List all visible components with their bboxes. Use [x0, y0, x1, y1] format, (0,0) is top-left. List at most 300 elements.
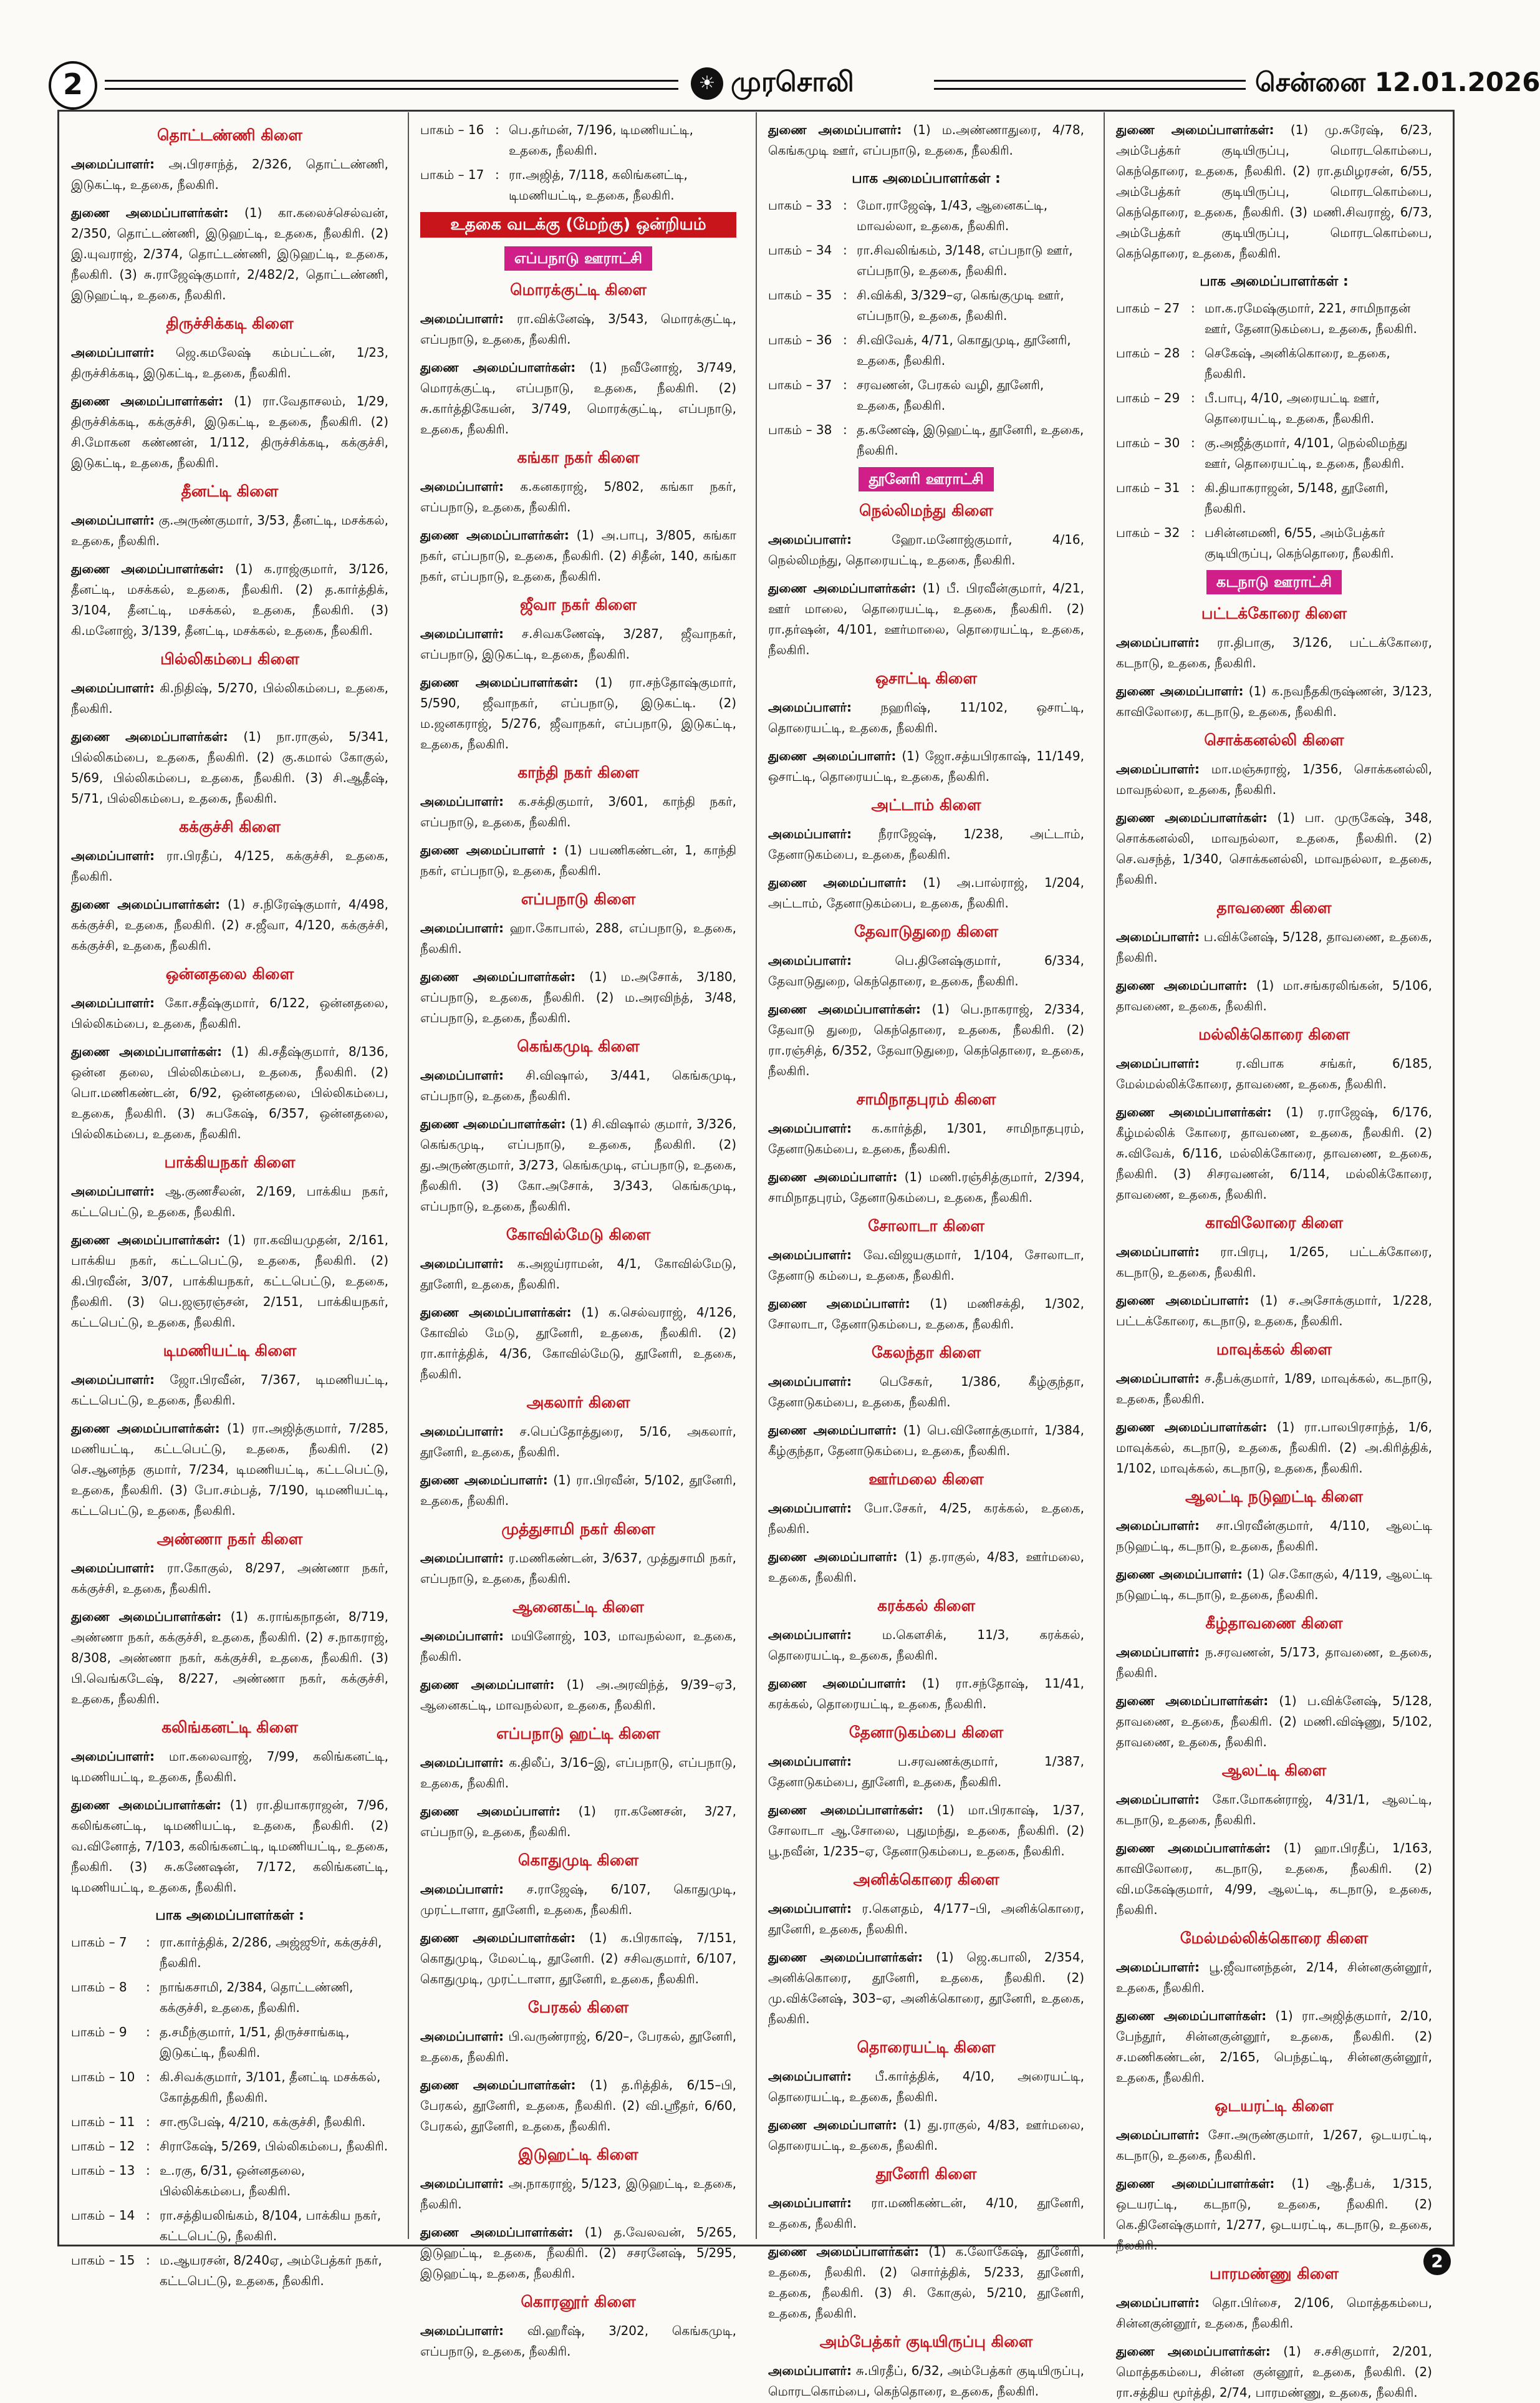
- booth-number: பாகம் – 27: [1116, 301, 1180, 316]
- booth-entry: [1116, 388, 1432, 429]
- member-entry: [1116, 1053, 1432, 1095]
- member-details: (1) பெ.வினோத்குமார், 1/384, கீழ்குந்தா, தேனாடுகம்பை, உதகை, நீலகிரி.: [768, 1423, 1084, 1458]
- booth-separator: :: [1191, 301, 1195, 316]
- member-entry: [420, 1879, 736, 1920]
- role-label: அமைப்பாளர்:: [1116, 1056, 1200, 1071]
- member-details: சு.பிரதீப், 6/32, அம்பேத்கர் குடியிருப்பு, மொரடகொம்பை, கெந்தொரை, உதகை, நீலகிரி.: [768, 2363, 1084, 2399]
- member-entry: [71, 678, 388, 719]
- booth-number: பாகம் – 14: [71, 2208, 135, 2223]
- member-details: (1) மா.சங்கரலிங்கன், 5/106, தாவணை, உதகை, நீலகிரி.: [1116, 978, 1433, 1013]
- member-entry: [420, 2222, 736, 2284]
- branch-heading: பாக்கியநகர் கிளை: [164, 1153, 296, 1171]
- booth-details: ம.ஆயரசன், 8/240ஏ, அம்பேத்கர் நகர், கட்டபெட்டு, உதகை, நீலகிரி.: [160, 2253, 382, 2288]
- booth-number: பாகம் – 11: [71, 2114, 135, 2129]
- member-details: சோ.அருண்குமார், 1/267, ஒடயரட்டி, கடநாடு, உதகை, நீலகிரி.: [1116, 2127, 1432, 2163]
- member-entry: [420, 840, 736, 881]
- booth-number: பாகம் – 17: [420, 167, 484, 182]
- member-details: ச.தீபக்குமார், 1/89, மாவுக்கல், கடநாடு, உதகை, நீலகிரி.: [1116, 1371, 1432, 1406]
- city-date: சென்னை 12.01.2026: [1255, 67, 1540, 97]
- role-label: துணை அமைப்பாளர்கள்:: [1116, 2176, 1275, 2191]
- role-label: துணை அமைப்பாளர்கள்:: [71, 394, 224, 409]
- role-label: துணை அமைப்பாளர்கள்:: [71, 1044, 222, 1059]
- role-label: அமைப்பாளர்:: [1116, 2295, 1200, 2310]
- role-label: துணை அமைப்பாளர்கள்:: [420, 2077, 576, 2092]
- branch-heading: எப்பநாடு கிளை: [521, 890, 636, 908]
- member-details: (1) ஆ.தீபக், 1/315, ஒடயரட்டி, கடநாடு, உதகை, நீலகிரி. (2) கெ.தினேஷ்குமார், 1/277, ஒடயரட்டி, கடநாடு, உதகை, நீலகிரி.: [1116, 2176, 1432, 2253]
- member-entry: [768, 1751, 1084, 1792]
- role-label: துணை அமைப்பாளர்கள்:: [71, 1421, 220, 1436]
- panchayat-label: கடநாடு ஊராட்சி: [1206, 570, 1342, 594]
- member-entry: [768, 697, 1084, 738]
- member-details: (1) து.ராகுல், 4/83, ஊர்மலை, தொரையட்டி, உதகை, நீலகிரி.: [768, 2117, 1084, 2153]
- role-label: அமைப்பாளர்:: [420, 1755, 504, 1770]
- member-details: போ.சேகர், 4/25, கரக்கல், உதகை, நீலகிரி.: [768, 1501, 1084, 1536]
- role-label: துணை அமைப்பாளர்கள்:: [420, 2225, 574, 2240]
- role-label: துணை அமைப்பாளர்கள்:: [1116, 122, 1274, 137]
- booth-number: பாகம் – 28: [1116, 346, 1180, 360]
- booth-details: ரா.சிவலிங்கம், 3/148, எப்பநாடு ஊர், எப்பநாடு, உதகை, நீலகிரி.: [857, 243, 1073, 278]
- member-entry: [1116, 681, 1432, 722]
- role-label: துணை அமைப்பாளர்கள்:: [71, 561, 224, 576]
- booth-details: மா.க.ரமேஷ்குமார், 221, சாமிநாதன் ஊர், தேனாடுகம்பை, உதகை, நீலகிரி.: [1205, 301, 1417, 336]
- booth-number: பாகம் – 29: [1116, 390, 1180, 405]
- branch-heading: ஒன்னதலை கிளை: [165, 965, 294, 983]
- member-details: (1) ரா.சந்தோஷ், 11/41, கரக்கல், தொரையட்டி, உதகை, நீலகிரி.: [768, 1676, 1084, 1711]
- member-details: ஹோ.மனோஜ்குமார், 4/16, நெல்லிமந்து, தொரையட்டி, உதகை, நீலகிரி.: [768, 532, 1084, 568]
- booth-separator: :: [1191, 525, 1195, 540]
- member-entry: [768, 873, 1084, 914]
- member-entry: [768, 1800, 1084, 1862]
- role-label: அமைப்பாளர்:: [420, 1550, 504, 1565]
- member-entry: [420, 918, 736, 959]
- member-details: (1) கி.சதீஷ்குமார், 8/136, ஒன்ன தலை, பில்லிகம்பை, உதகை, நீலகிரி. (2) பொ.மணிகண்டன், 6/92, ஒன்னதலை, பில்லிகம்பை, உதகை, நீலகிரி. (3) சுபகேஷ், 6/357, ஒன்னதலை, பில்லிகம்பை, உதகை, நீலகிரி.: [71, 1044, 388, 1141]
- member-details: (1) ரா.வேதாசலம், 1/29, திருச்சிக்கடி, கக்குச்சி, இடுகட்டி, உதகை, நீலகிரி. (2) சி.மோகன கண்ணன், 1/112, திருச்சிக்கடி, கக்குச்சி, இடுகட்டி, உதகை, நீலகிரி.: [71, 394, 388, 470]
- member-entry: [420, 1470, 736, 1511]
- booth-entry: [71, 2112, 388, 2132]
- booth-entry: [71, 2160, 388, 2202]
- member-entry: [1116, 1102, 1432, 1205]
- booth-details: கி.தியாகராஜன், 5/148, தூனேரி, நீலகிரி.: [1205, 480, 1388, 516]
- member-details: (1) ரா.தியாகராஜன், 7/96, கலிங்கனட்டி, டிமணியட்டி, உதகை, நீலகிரி. (2) வ.வினோத், 7/103, கலிங்கனட்டி, டிமணியட்டி, உதகை, நீலகிரி. (3) சு.கணேஷன், 7/172, கலிங்கனட்டி, டிமணியட்டி, உதகை, நீலகிரி.: [71, 1797, 388, 1895]
- member-details: (1) க.ராங்கநாதன், 8/719, அண்ணா நகர், கக்குச்சி, உதகை, நீலகிரி. (2) ச.நாகராஜ், 8/308, அண்ணா நகர், கக்குச்சி, உதகை, நீலகிரி. (3) பி.வெங்கடேஷ், 8/227, அண்ணா நகர், கக்குச்சி, உதகை, நீலகிரி.: [71, 1609, 388, 1706]
- column-2: [408, 112, 748, 2359]
- branch-heading: கொதுமுடி கிளை: [517, 1851, 639, 1869]
- member-details: (1) செ.கோகுல், 4/119, ஆலட்டி நடுஹட்டி, கடநாடு, உதகை, நீலகிரி.: [1116, 1567, 1432, 1602]
- booth-entry: [768, 195, 1084, 236]
- member-details: க.அஜய்ராமன், 4/1, கோவில்மேடு, தூனேரி, உதகை, நீலகிரி.: [420, 1256, 736, 1292]
- member-details: கு.அருண்குமார், 3/53, தீனட்டி, மசக்கல், உதகை, நீலகிரி.: [71, 513, 388, 548]
- member-entry: [768, 2193, 1084, 2234]
- member-details: (1) ரா.கணேசன், 3/27, எப்பநாடு, உதகை, நீலகிரி.: [420, 1804, 737, 1839]
- role-label: அமைப்பாளர்:: [420, 921, 504, 936]
- member-entry: [1116, 1290, 1432, 1332]
- member-entry: [71, 894, 388, 956]
- role-label: அமைப்பாளர்:: [768, 1627, 852, 1642]
- member-entry: [768, 1371, 1084, 1413]
- member-details: (1) கா.கலைச்செல்வன், 2/350, தொட்டண்ணி, இடுஹட்டி, உதகை, நீலகிரி. (2) இ.யுவராஜ், 2/374, தொட்டண்ணி, இடுஹட்டி, உதகை, நீலகிரி. (3) சு.ராஜேஷ்குமார், 2/482/2, தொட்டண்ணி, இடுஹட்டி, உதகை, நீலகிரி.: [71, 205, 388, 302]
- member-details: (1) பெ.நாகராஜ், 2/334, தேவாடு துறை, கெந்தொரை, உதகை, நீலகிரி. (2) ரா.ரஞ்சித், 6/352, தேவாடுதுறை, கெந்தொரை, உதகை, நீலகிரி.: [768, 1002, 1084, 1078]
- paper-name: [691, 57, 928, 107]
- member-entry: [420, 1626, 736, 1667]
- booth-separator: :: [146, 2208, 150, 2223]
- role-label: துணை அமைப்பாளர்கள்:: [768, 581, 917, 596]
- booth-number: பாகம் – 15: [71, 2253, 135, 2268]
- booth-entry: [420, 120, 736, 161]
- member-entry: [1116, 2125, 1432, 2166]
- role-label: துணை அமைப்பாளர்:: [1116, 1567, 1243, 1582]
- role-label: அமைப்பாளர்:: [1116, 2127, 1200, 2142]
- member-details: ச.சிவகணேஷ், 3/287, ஜீவாநகர், எப்பநாடு, இடுகட்டி, உதகை, நீலகிரி.: [420, 626, 736, 662]
- role-label: அமைப்பாளர்:: [1116, 929, 1200, 944]
- role-label: துணை அமைப்பாளர்:: [768, 122, 902, 137]
- panchayat-label: எப்பநாடு ஊராட்சி: [504, 246, 652, 271]
- role-label: துணை அமைப்பாளர்கள்:: [1116, 1105, 1272, 1119]
- branch-heading: அம்பேத்கர் குடியிருப்பு கிளை: [819, 2333, 1033, 2351]
- member-entry: [71, 559, 388, 641]
- booth-number: பாகம் – 32: [1116, 525, 1180, 540]
- branch-heading: பில்லிகம்பை கிளை: [160, 650, 299, 668]
- booth-separator: :: [843, 377, 847, 392]
- member-entry: [768, 578, 1084, 660]
- branch-heading: கோவில்மேடு கிளை: [506, 1226, 651, 1244]
- booth-number: பாகம் – 30: [1116, 435, 1180, 450]
- role-label: துணை அமைப்பாளர்:: [768, 1549, 898, 1564]
- role-label: துணை அமைப்பாளர்கள்:: [1116, 1693, 1269, 1708]
- member-entry: [71, 727, 388, 809]
- member-entry: [1116, 632, 1432, 674]
- role-label: துணை அமைப்பாளர்:: [420, 1804, 561, 1819]
- branch-heading: தீனட்டி கிளை: [181, 482, 279, 500]
- role-label: துணை அமைப்பாளர்கள்:: [1116, 2344, 1271, 2359]
- booth-separator: :: [495, 167, 499, 182]
- branch-heading: தேனாடுகம்பை கிளை: [849, 1723, 1004, 1741]
- branch-heading: தொரையட்டி கிளை: [857, 2038, 996, 2056]
- role-label: துணை அமைப்பாளர் :: [420, 843, 557, 858]
- member-entry: [768, 950, 1084, 992]
- role-label: அமைப்பாளர்:: [768, 1754, 852, 1769]
- member-details: (1) ரா.அஜித்குமார், 2/10, பேந்தூர், சின்னகுன்னூர், உதகை, நீலகிரி. (2) ச.மணிகண்டன், 2/165, பெந்தட்டி, சின்னகுன்னூர், உதகை, நீலகிரி.: [1116, 2008, 1432, 2085]
- role-label: துணை அமைப்பாளர்:: [420, 1677, 555, 1692]
- booth-separator: :: [146, 2163, 150, 2178]
- section-subheading: பாக அமைப்பாளர்கள் :: [1200, 274, 1349, 289]
- role-label: துணை அமைப்பாளர்கள்:: [420, 360, 576, 375]
- booth-entry: [768, 330, 1084, 371]
- member-entry: [1116, 2173, 1432, 2256]
- branch-heading: ஆனைகட்டி கிளை: [513, 1598, 644, 1616]
- branch-heading: முத்துசாமி நகர் கிளை: [501, 1520, 655, 1538]
- member-entry: [420, 1065, 736, 1106]
- booth-separator: :: [1191, 390, 1195, 405]
- booth-number: பாகம் – 35: [768, 288, 832, 302]
- branch-heading: தூனேரி கிளை: [875, 2165, 977, 2183]
- masthead-rule-right: [934, 80, 1246, 90]
- booth-separator: :: [495, 122, 499, 137]
- member-entry: [1116, 1368, 1432, 1409]
- booth-details: மோ.ராஜேஷ், 1/43, ஆனைகட்டி, மாவல்லா, உதகை, நீலகிரி.: [857, 198, 1048, 233]
- member-entry: [71, 1370, 388, 1411]
- role-label: துணை அமைப்பாளர்கள்:: [768, 2244, 920, 2259]
- booth-entry: [71, 1932, 388, 1973]
- booth-separator: :: [146, 2114, 150, 2129]
- role-label: அமைப்பாளர்:: [71, 157, 155, 172]
- member-entry: [71, 154, 388, 195]
- member-details: மா.மஞ்சுராஜ், 1/356, சொக்கனல்லி, மாவநல்லா, உதகை, நீலகிரி.: [1116, 762, 1432, 797]
- member-entry: [420, 2321, 736, 2362]
- member-details: நீராஜேஷ், 1/238, அட்டாம், தேனாடுகம்பை, உதகை, நீலகிரி.: [768, 826, 1084, 862]
- role-label: அமைப்பாளர்:: [1116, 1371, 1200, 1386]
- member-details: கோ.மோகன்ராஜ், 4/31/1, ஆலட்டி, கடநாடு, உதகை, நீலகிரி.: [1116, 1792, 1432, 1827]
- role-label: அமைப்பாளர்:: [71, 680, 155, 695]
- role-label: துணை அமைப்பாளர்கள்:: [420, 1116, 566, 1131]
- member-details: ச.ராஜேஷ், 6/107, கொதுமுடி, முரட்டாளா, தூனேரி, உதகை, நீலகிரி.: [420, 1882, 736, 1917]
- role-label: துணை அமைப்பாளர்:: [1116, 684, 1244, 699]
- member-details: (1) ச.நிரேஷ்குமார், 4/498, கக்குச்சி, உதகை, நீலகிரி. (2) ச.ஜீவா, 4/120, கக்குச்சி, கக்குச்சி, உதகை, நீலகிரி.: [71, 897, 388, 953]
- member-details: பூ.ஜீவானந்தன், 2/14, சின்னகுன்னூர், உதகை, நீலகிரி.: [1116, 1960, 1432, 1995]
- booth-separator: :: [843, 422, 847, 437]
- member-details: (1) ச.சசிகுமார், 2/201, மொத்தகம்பை, சின்ன குன்னூர், உதகை, நீலகிரி. (2) ரா.சத்திய மூர்த்தி, 2/74, பாரமண்ணு, உதகை, நீலகிரி.: [1116, 2344, 1432, 2400]
- booth-details: நாங்கசாமி, 2/384, தொட்டண்ணி, கக்குச்சி, உதகை, நீலகிரி.: [160, 1980, 354, 2015]
- booth-number: பாகம் – 31: [1116, 480, 1180, 495]
- member-details: (1) நா.ராகுல், 5/341, பில்லிகம்பை, உதகை, நீலகிரி. (2) கு.கமால் கோகுல், 5/69, பில்லிகம்பை, உதகை, நீலகிரி. (3) சி.ஆதீஷ், 5/71, பில்லிகம்பை, உதகை, நீலகிரி.: [71, 729, 388, 806]
- role-label: அமைப்பாளர்:: [768, 1121, 852, 1136]
- role-label: துணை அமைப்பாளர்கள்:: [768, 1950, 923, 1965]
- member-details: (1) ச.அசோக்குமார், 1/228, பட்டக்கோரை, கடநாடு, உதகை, நீலகிரி.: [1116, 1293, 1433, 1328]
- member-details: கி.நிதிஷ், 5/270, பில்லிகம்பை, உதகை, நீலகிரி.: [71, 680, 388, 716]
- role-label: அமைப்பாளர்:: [71, 345, 155, 360]
- member-details: க.கார்த்தி, 1/301, சாமிநாதபுரம், தேனாடுகம்பை, உதகை, நீலகிரி.: [768, 1121, 1084, 1156]
- member-details: ம.கௌசிக், 11/3, கரக்கல், தொரையட்டி, உதகை, நீலகிரி.: [768, 1627, 1084, 1663]
- role-label: துணை அமைப்பாளர்கள்:: [420, 675, 579, 690]
- role-label: அமைப்பாளர்:: [1116, 1518, 1200, 1533]
- member-entry: [420, 1801, 736, 1842]
- member-entry: [768, 1673, 1084, 1714]
- masthead: [49, 57, 1540, 107]
- role-label: அமைப்பாளர்:: [420, 794, 504, 809]
- member-details: நஹரிஷ், 11/102, ஒசாட்டி, தொரையட்டி, உதகை, நீலகிரி.: [768, 700, 1084, 735]
- role-label: துணை அமைப்பாளர்கள்:: [71, 205, 229, 220]
- member-details: (1) த.ரித்திக், 6/15–பி, பேரகல், தூனேரி, உதகை, நீலகிரி. (2) வி.ஸ்ரீதர், 6/60, பேரகல், தூனேரி, உதகை, நீலகிரி.: [420, 2077, 736, 2134]
- role-label: அமைப்பாளர்:: [1116, 1244, 1200, 1259]
- role-label: துணை அமைப்பாளர்:: [768, 748, 897, 763]
- member-entry: [1116, 759, 1432, 800]
- role-label: துணை அமைப்பாளர்கள்:: [71, 897, 221, 912]
- member-details: க.சக்திகுமார், 3/601, காந்தி நகர், எப்பநாடு, உதகை, நீலகிரி.: [420, 794, 736, 829]
- member-details: (1) பயணிகண்டன், 1, காந்தி நகர், எப்பநாடு, உதகை, நீலகிரி.: [420, 843, 736, 878]
- branch-heading: கீழ்தாவணை கிளை: [1205, 1614, 1343, 1632]
- branch-heading: மொரக்குட்டி கிளை: [510, 281, 647, 299]
- branch-heading: இடுஹட்டி கிளை: [518, 2145, 638, 2164]
- member-details: (1) மணி.ரஞ்சித்குமார், 2/394, சாமிநாதபுரம், தேனாடுகம்பை, உதகை, நீலகிரி.: [768, 1169, 1084, 1205]
- member-entry: [768, 120, 1084, 161]
- member-entry: [768, 1167, 1084, 1208]
- role-label: துணை அமைப்பாளர்:: [1116, 978, 1248, 993]
- role-label: துணை அமைப்பாளர்கள்:: [1116, 810, 1268, 825]
- member-entry: [420, 967, 736, 1028]
- section-subheading: பாக அமைப்பாளர்கள் :: [155, 1908, 304, 1923]
- booth-details: கி.சிவக்குமார், 3/101, தீனட்டி மசக்கல், கோத்தகிரி, நீலகிரி.: [160, 2069, 381, 2105]
- member-entry: [71, 993, 388, 1034]
- booth-details: த.சமீந்குமார், 1/51, திருச்சாங்கடி, இடுகட்டி, நீலகிரி.: [160, 2024, 350, 2060]
- booth-entry: [1116, 298, 1432, 339]
- member-entry: [768, 1420, 1084, 1461]
- branch-heading: ஆலட்டி நடுஹட்டி கிளை: [1185, 1487, 1364, 1506]
- member-entry: [420, 357, 736, 440]
- role-label: துணை அமைப்பாளர்கள்:: [420, 969, 576, 984]
- branch-heading: கொரனூர் கிளை: [521, 2293, 636, 2311]
- member-details: ரா.விக்னேஷ், 3/543, மொரக்குட்டி, எப்பநாடு, உதகை, நீலகிரி.: [420, 311, 736, 347]
- member-details: அ.பிரசாந்த், 2/326, தொட்டண்ணி, இடுகட்டி, உதகை, நீலகிரி.: [71, 157, 388, 192]
- role-label: அமைப்பாளர்:: [768, 826, 852, 841]
- member-details: மயினோஜ், 103, மாவநல்லா, உதகை, நீலகிரி.: [420, 1628, 736, 1664]
- member-entry: [420, 2173, 736, 2215]
- section-subheading: பாக அமைப்பாளர்கள் :: [852, 171, 1001, 186]
- member-details: பெசேகர், 1/386, கீழ்குந்தா, தேனாடுகம்பை, உதகை, நீலகிரி.: [768, 1374, 1084, 1409]
- member-details: (1) மா.பிரகாஷ், 1/37, சோலாடா ஆ.சோலை, புதுமந்து, உதகை, நீலகிரி. (2) பூ.நவீன், 1/235–ஏ, தேனாடுகம்பை, உதகை, நீலகிரி.: [768, 1802, 1084, 1859]
- member-entry: [768, 1118, 1084, 1159]
- member-entry: [71, 1607, 388, 1709]
- member-details: (1) க.பிரகாஷ், 7/151, கொதுமுடி, மேலட்டி, தூனேரி. (2) சசிவகுமார், 6/107, கொதுமுடி, முரட்டாளா, தூனேரி, உதகை, நீலகிரி.: [420, 1930, 736, 1986]
- booth-number: பாகம் – 7: [71, 1935, 127, 1950]
- booth-separator: :: [1191, 346, 1195, 360]
- member-entry: [420, 672, 736, 755]
- booth-details: ரா.கார்த்திக், 2/286, அஜ்ஜூர், கக்குச்சி, நீலகிரி.: [160, 1935, 382, 1970]
- member-details: (1) ம.அண்ணாதுரை, 4/78, கெங்கமுடி ஊர், எப்பநாடு, உதகை, நீலகிரி.: [768, 122, 1084, 158]
- member-entry: [768, 2115, 1084, 2156]
- member-entry: [420, 1548, 736, 1589]
- branch-heading: கேலந்தா கிளை: [871, 1343, 981, 1361]
- role-label: அமைப்பாளர்:: [420, 311, 504, 326]
- branch-heading: கெங்கமுடி கிளை: [517, 1037, 640, 1055]
- column-4: [1104, 112, 1443, 2400]
- booth-entry: [1116, 523, 1432, 564]
- branch-heading: ஒடயரட்டி கிளை: [1215, 2097, 1334, 2115]
- member-details: கோ.சதீஷ்குமார், 6/122, ஒன்னதலை, பில்லிகம்பை, உதகை, நீலகிரி.: [71, 995, 388, 1031]
- branch-heading: பேரகல் கிளை: [527, 1998, 629, 2016]
- role-label: அமைப்பாளர்:: [71, 1560, 155, 1575]
- role-label: அமைப்பாளர்:: [71, 1372, 155, 1387]
- column-3: [756, 112, 1095, 2399]
- member-entry: [71, 1042, 388, 1144]
- booth-details: சா.ரூபேஷ், 4/210, கக்குச்சி, நீலகிரி.: [160, 2114, 366, 2129]
- role-label: துணை அமைப்பாளர்கள்:: [420, 528, 569, 543]
- member-details: (1) நவீனோஜ், 3/749, மொரக்குட்டி, எப்பநாடு, உதகை, நீலகிரி. (2) சு.கார்த்திகேயன், 3/749, மொரக்குட்டி, எப்பநாடு, உதகை, நீலகிரி.: [420, 360, 736, 437]
- role-label: அமைப்பாளர்:: [768, 1901, 852, 1916]
- branch-heading: கங்கா நகர் கிளை: [517, 448, 640, 467]
- booth-number: பாகம் – 16: [420, 122, 484, 137]
- role-label: துணை அமைப்பாளர்கள்:: [71, 1797, 221, 1812]
- member-entry: [1116, 120, 1432, 264]
- member-entry: [768, 746, 1084, 787]
- role-label: அமைப்பாளர்:: [420, 2176, 504, 2191]
- role-label: அமைப்பாளர்:: [1116, 1645, 1200, 1660]
- member-details: (1) அ.அரவிந்த், 9/39–ஏ3, ஆனைகட்டி, மாவநல்லா, உதகை, நீலகிரி.: [420, 1677, 737, 1713]
- member-details: ர.கௌதம், 4/177–பி, அனிக்கொரை, தூனேரி, உதகை, நீலகிரி.: [768, 1901, 1084, 1936]
- branch-heading: மேல்மல்லிக்கொரை கிளை: [1180, 1929, 1369, 1947]
- role-label: அமைப்பாளர்:: [420, 1424, 504, 1439]
- member-entry: [1116, 1516, 1432, 1557]
- branch-heading: அகலார் கிளை: [526, 1393, 630, 1411]
- booth-number: பாகம் – 10: [71, 2069, 135, 2084]
- role-label: அமைப்பாளர்:: [768, 1374, 852, 1389]
- member-details: (1) க.லோகேஷ், தூனேரி, உதகை, நீலகிரி. (2) சொர்த்திக், 5/233, தூனேரி, உதகை, நீலகிரி. (3) சி. கோகுல், 5/210, தூனேரி, உதகை, நீலகிரி.: [768, 2244, 1084, 2321]
- member-details: (1) ரா.அஜித்குமார், 7/285, மணியட்டி, கட்டபெட்டு, உதகை, நீலகிரி. (2) செ.ஆனந்த குமார், 7/234, டிமணியட்டி, கட்டபெட்டு, உதகை, நீலகிரி. (3) போ.சம்பத், 7/190, டிமணியட்டி, கட்டபெட்டு, உதகை, நீலகிரி.: [71, 1421, 388, 1518]
- booth-entry: [1116, 343, 1432, 384]
- role-label: துணை அமைப்பாளர்கள்:: [71, 1609, 222, 1624]
- branch-heading: காவிலோரை கிளை: [1205, 1214, 1344, 1232]
- role-label: துணை அமைப்பாளர்கள்:: [1116, 1840, 1271, 1855]
- role-label: துணை அமைப்பாளர்:: [768, 1423, 897, 1438]
- member-entry: [71, 342, 388, 384]
- booth-number: பாகம் – 9: [71, 2024, 127, 2039]
- branch-heading: கக்குச்சி கிளை: [179, 818, 281, 836]
- booth-separator: :: [1191, 480, 1195, 495]
- role-label: அமைப்பாளர்:: [768, 2069, 852, 2084]
- member-entry: [768, 1245, 1084, 1286]
- member-entry: [1116, 1242, 1432, 1283]
- branch-heading: பட்டக்கோரை கிளை: [1201, 604, 1347, 622]
- column-1: [60, 112, 400, 2288]
- branch-heading: அட்டாம் கிளை: [871, 796, 981, 814]
- member-entry: [71, 203, 388, 306]
- role-label: அமைப்பாளர்:: [1116, 1792, 1200, 1807]
- role-label: துணை அமைப்பாளர்கள்:: [768, 1002, 921, 1017]
- member-details: ரா.திபாகு, 3/126, பட்டக்கோரை, கடநாடு, உதகை, நீலகிரி.: [1116, 635, 1432, 670]
- member-entry: [1116, 2006, 1432, 2088]
- branch-heading: ஒசாட்டி கிளை: [875, 669, 978, 687]
- member-details: (1) ர.ராஜேஷ், 6/176, கீழ்மல்லிக் கோரை, தாவணை, உதகை, நீலகிரி. (2) சு.விவேக், 6/116, மல்லிக்கோரை, தாவணை, உதகை, நீலகிரி. (3) சிசரவணன், 6/114, மல்லிக்கோரை, தாவணை, உதகை, நீலகிரி.: [1116, 1105, 1432, 1202]
- member-details: (1) த.ராகுல், 4/83, ஊர்மலை, உதகை, நீலகிரி.: [768, 1549, 1084, 1585]
- branch-heading: சோலாடா கிளை: [868, 1217, 984, 1235]
- member-entry: [71, 1558, 388, 1599]
- booth-entry: [71, 2250, 388, 2291]
- masthead-rule-left: [105, 80, 678, 90]
- member-details: (1) அ.பாபு, 3/805, கங்கா நகர், எப்பநாடு, உதகை, நீலகிரி. (2) சிதீன், 140, கங்கா நகர், எப்பநாடு, உதகை, நீலகிரி.: [420, 528, 736, 584]
- booth-separator: :: [843, 288, 847, 302]
- member-entry: [420, 1114, 736, 1217]
- role-label: துணை அமைப்பாளர்:: [1116, 1293, 1249, 1308]
- branch-heading: சொக்கனல்லி கிளை: [1204, 731, 1344, 749]
- role-label: அமைப்பாளர்:: [768, 1501, 852, 1516]
- member-entry: [71, 391, 388, 473]
- booth-details: செகேஷ், அனிக்கொரை, உதகை, நீலகிரி.: [1205, 346, 1390, 381]
- role-label: துணை அமைப்பாளர்:: [768, 1296, 910, 1311]
- member-entry: [71, 1418, 388, 1521]
- booth-details: சி.விவேக், 4/71, கொதுமுடி, தூனேரி, உதகை, நீலகிரி.: [857, 332, 1071, 368]
- panchayat-label: தூனேரி ஊராட்சி: [859, 467, 993, 491]
- booth-entry: [71, 2136, 388, 2157]
- booth-separator: :: [1191, 435, 1195, 450]
- branch-heading: தொட்டண்ணி கிளை: [157, 126, 302, 144]
- member-entry: [1116, 1564, 1432, 1605]
- branch-heading: ஜீவா நகர் கிளை: [519, 596, 637, 614]
- booth-details: பீ.பாபு, 4/10, அரையட்டி ஊர், தொரையட்டி, உதகை, நீலகிரி.: [1205, 390, 1380, 426]
- role-label: அமைப்பாளர்:: [768, 700, 852, 715]
- member-entry: [768, 2241, 1084, 2324]
- booth-entry: [768, 240, 1084, 281]
- member-entry: [768, 2066, 1084, 2107]
- member-details: ப.விக்னேஷ், 5/128, தாவணை, உதகை, நீலகிரி.: [1116, 929, 1432, 965]
- booth-number: பாகம் – 34: [768, 243, 832, 258]
- member-entry: [71, 1795, 388, 1898]
- member-details: ஹா.கோபால், 288, எப்பநாடு, உதகை, நீலகிரி.: [420, 921, 736, 956]
- member-entry: [768, 2361, 1084, 2402]
- member-details: (1) த.வேலவன், 5/265, இடுஹட்டி, உதகை, நீலகிரி. (2) சசரனேஷ், 5/295, இடுஹட்டி, உதகை, நீலகிரி.: [420, 2225, 736, 2281]
- booth-number: பாகம் – 38: [768, 422, 832, 437]
- branch-heading: நெல்லிமந்து கிளை: [859, 501, 993, 520]
- branch-heading: திருச்சிக்கடி கிளை: [166, 314, 294, 332]
- member-entry: [768, 1947, 1084, 2029]
- booth-entry: [1116, 433, 1432, 474]
